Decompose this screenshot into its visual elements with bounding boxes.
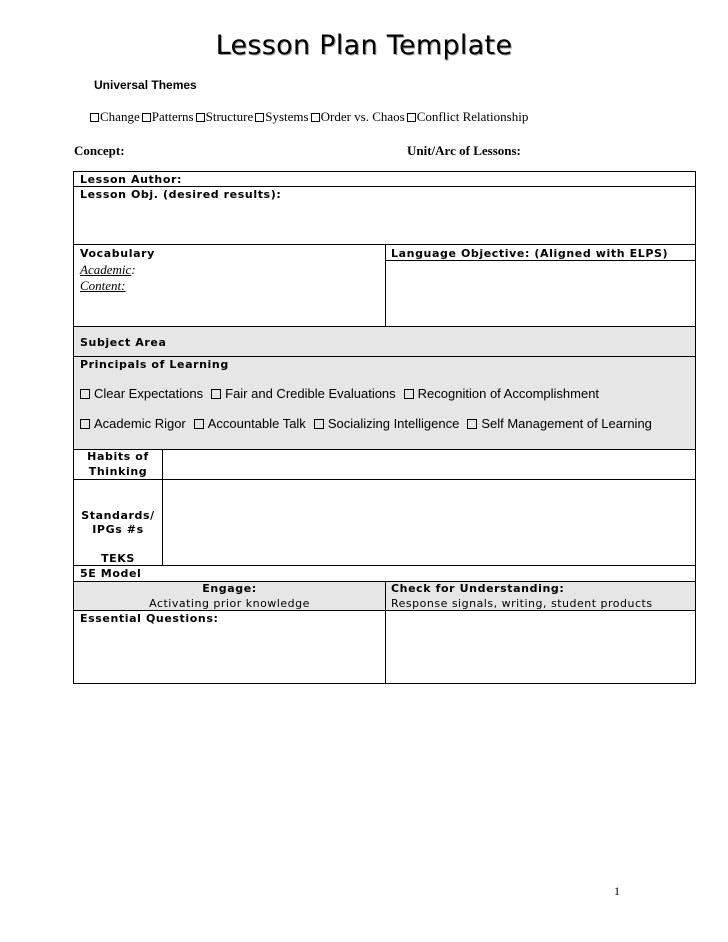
checkbox-icon[interactable] <box>90 113 99 122</box>
checkbox-icon[interactable] <box>311 113 320 122</box>
principles-row-2 <box>80 416 660 431</box>
divider <box>385 244 386 326</box>
principle-fair-credible-evaluations[interactable]: Fair and Credible Evaluations <box>211 386 396 401</box>
lesson-plan-table <box>73 171 696 684</box>
principle-clear-expectations[interactable]: Clear Expectations <box>80 386 203 401</box>
theme-option-systems[interactable]: Systems <box>255 109 308 125</box>
universal-themes-options <box>90 109 530 125</box>
habits-of-thinking-line2: Thinking <box>88 465 148 478</box>
checkbox-icon[interactable] <box>467 419 477 429</box>
checkbox-icon[interactable] <box>80 389 90 399</box>
content-label: Content: <box>80 278 126 293</box>
checkbox-icon[interactable] <box>142 113 151 122</box>
checkbox-icon[interactable] <box>407 113 416 122</box>
lesson-obj-label: Lesson Obj. (desired results): <box>80 188 282 201</box>
theme-option-structure[interactable]: Structure <box>196 109 254 125</box>
teks-label: TEKS <box>101 552 135 565</box>
subject-area-label: Subject Area <box>80 336 167 349</box>
habits-of-thinking-line1: Habits of <box>87 450 149 463</box>
principle-self-management-of-learning[interactable]: Self Management of Learning <box>467 416 652 431</box>
theme-option-change[interactable]: Change <box>90 109 140 125</box>
principle-academic-rigor[interactable]: Academic Rigor <box>80 416 186 431</box>
checkbox-icon[interactable] <box>255 113 264 122</box>
checkbox-icon[interactable] <box>211 389 221 399</box>
divider <box>385 581 386 683</box>
principle-socializing-intelligence[interactable]: Socializing Intelligence <box>314 416 460 431</box>
divider <box>74 449 695 450</box>
divider <box>74 186 695 187</box>
divider <box>74 479 695 480</box>
lesson-author-label: Lesson Author: <box>80 173 182 186</box>
divider <box>74 326 695 327</box>
engage-subtitle: Activating prior knowledge <box>149 597 310 610</box>
checkbox-icon[interactable] <box>404 389 414 399</box>
divider <box>74 356 695 357</box>
checkbox-icon[interactable] <box>194 419 204 429</box>
standards-line1: Standards/ <box>81 509 155 522</box>
theme-option-conflict-relationship[interactable]: Conflict Relationship <box>407 109 529 125</box>
page-title: Lesson Plan Template <box>215 30 513 61</box>
checkbox-icon[interactable] <box>314 419 324 429</box>
essential-questions-label: Essential Questions: <box>80 612 219 625</box>
check-for-understanding-label: Check for Understanding: <box>391 582 565 595</box>
vocabulary-label: Vocabulary <box>80 247 155 260</box>
engage-label: Engage: <box>202 582 257 595</box>
concept-label: Concept: <box>74 143 125 158</box>
principle-recognition-of-accomplishment[interactable]: Recognition of Accomplishment <box>404 386 599 401</box>
check-for-understanding-subtitle: Response signals, writing, student products <box>391 597 653 610</box>
theme-option-patterns[interactable]: Patterns <box>142 109 194 125</box>
checkbox-icon[interactable] <box>80 419 90 429</box>
academic-label: Academic: <box>80 262 136 277</box>
principals-of-learning-label: Principals of Learning <box>80 358 229 371</box>
unit-arc-label: Unit/Arc of Lessons: <box>407 143 521 158</box>
theme-option-order-vs-chaos[interactable]: Order vs. Chaos <box>311 109 405 125</box>
principle-accountable-talk[interactable]: Accountable Talk <box>194 416 306 431</box>
divider <box>162 449 163 565</box>
divider <box>385 260 695 261</box>
language-objective-label: Language Objective: (Aligned with ELPS) <box>391 247 669 260</box>
five-e-model-label: 5E Model <box>80 567 142 580</box>
divider <box>74 565 695 566</box>
page-number: 1 <box>614 884 620 898</box>
universal-themes-label: Universal Themes <box>94 78 197 92</box>
principles-row-1 <box>80 386 607 401</box>
standards-line2: IPGs #s <box>92 523 144 536</box>
checkbox-icon[interactable] <box>196 113 205 122</box>
